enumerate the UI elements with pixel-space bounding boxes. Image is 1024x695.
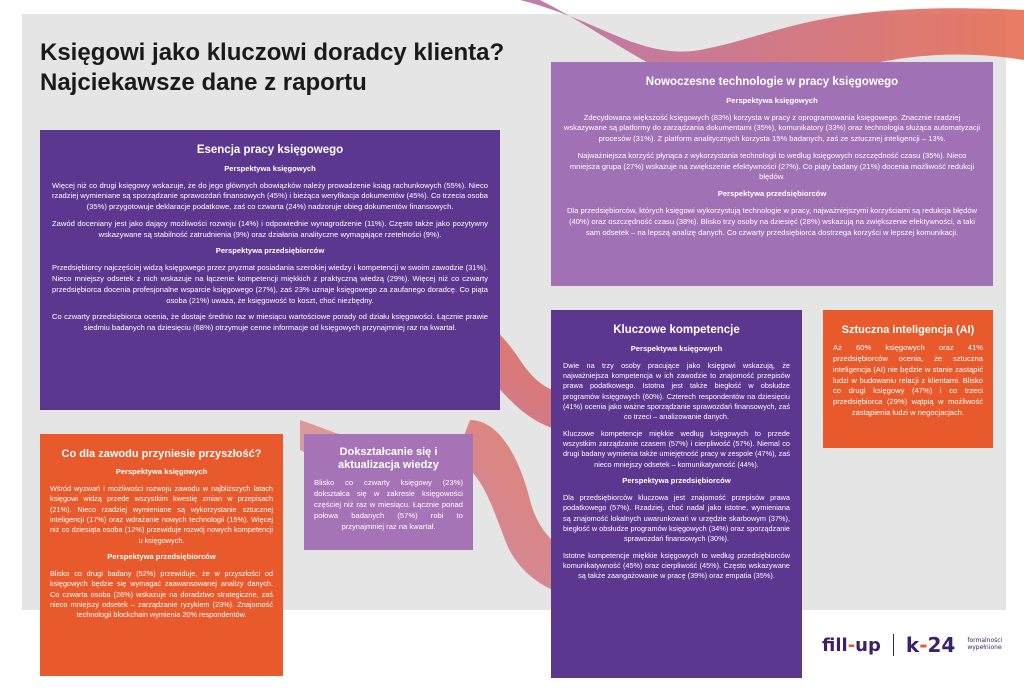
essence-paragraph-4: Co czwarty przedsiębiorca ocenia, że dostaje średnio raz w miesiącu wartościowe porady od działu księgowości. Łącznie prawie siedmiu badanych na dziesięciu (68%) otrzymuje cenne informacje od księgowych przynajmniej raz na kwartał. (52, 312, 488, 333)
fillup-logo-up: up (855, 634, 881, 656)
future-subheading-entrepreneurs: Perspektywa przedsiębiorców (107, 552, 216, 562)
competencies-paragraph-4: Istotne kompetencje miękkie księgowych to według przedsiębiorców komunikatywność (45%) oraz cierpliwość (45%). Często wskazywane są także zaangażowanie w pracę (39%) oraz empatia (35%). (563, 550, 790, 581)
competencies-subheading-entrepreneurs: Perspektywa przedsiębiorców (622, 476, 731, 486)
k24-tagline-line-1: formalności (967, 637, 1003, 645)
competencies-paragraph-3: Dla przedsiębiorców kluczowa jest znajomość przepisów prawa podatkowego (57%). Rzadziej, choć nadal jako istotne, wymieniana są znajomość lokalnych uwarunkowań w urzędzie skarbowym (37%), biegłość w obsłudze programów księgowych (34%) oraz sporządzanie sprawozdań finansowych (30%). (563, 492, 790, 544)
competencies-heading: Kluczowe kompetencje (613, 324, 740, 336)
technology-paragraph-1: Zdecydowana większość księgowych (83%) korzysta w pracy z oprogramowania księgowego. Znacznie rzadziej wskazywane są platformy do zarządzania dokumentami (35%), komunikatory (33%) oraz technologia służąca automatyzacji procesów (31%). Z platform analitycznych korzysta 15% badanych, zaś ze sztucznej inteligencji – 13%. (563, 112, 981, 144)
training-panel (304, 434, 473, 550)
competencies-subheading-accountants: Perspektywa księgowych (630, 343, 723, 353)
future-paragraph-2: Blisko co drugi badany (52%) przewiduje, że w przyszłości od księgowych będzie się wymagać zaawansowanej analizy danych. Co czwarta osoba (26%) wskazuje na doradztwo strategiczne, zaś nieco mniejszy odsetek – zarządzanie ryzykiem (23%). Znajomość technologii blockchain wymienia 20% respondentów. (50, 568, 273, 620)
essence-paragraph-1: Więcej niż co drugi księgowy wskazuje, że do jego głównych obowiązków należy prowadzenie ksiąg rachunkowych (55%). Nieco rzadziej wymieniane są sporządzanie sprawozdań finansowych (45%) i bieżąca weryfikacja dokumentów (45%). Co trzecia osoba (35%) przygotowuje deklaracje podatkowe, zaś co czwarta (24%) nadzoruje obieg dokumentów finansowych. (52, 180, 488, 212)
footer-logos (822, 630, 1012, 660)
essence-panel (40, 130, 500, 410)
technology-paragraph-3: Dla przedsiębiorców, których księgowi wykorzystują technologie w pracy, najważniejszymi korzyściami są redukcja błędów (40%) oraz oszczędność czasu (38%). Blisko trzy osoby na dziesięć (28%) wskazują na zwiększenie efektywności, a taki sam odsetek – na lepszą analizę danych. Co czwarty przedsiębiorca dostrzega korzyści w lepszej komunikacji. (566, 206, 978, 237)
page-title: Księgowi jako kluczowi doradcy klienta? Najciekawsze dane z raportu (40, 39, 505, 96)
competencies-paragraph-1: Dwie na trzy osoby pracujące jako księgowi wskazują, że najważniejsza kompetencja w ich zawodzie to znajomość przepisów prawa podatkowego. Istotna jest także biegłość w obsłudze programów księgowych (60%). Czterech respondentów na dziesięciu (41%) ocenia jako ważne sporządzanie sprawozdań finansowych, zaś co trzeci – analizowanie danych. (563, 360, 790, 422)
technology-paragraph-2: Najważniejsza korzyść płynąca z wykorzystania technologii to według księgowych oszczędność czasu (35%). Nieco mniejsza grupa (27%) wskazuje na zwiększenie efektywności (27%). Co piąty badany (21%) docenia możliwość redukcji błędów. (569, 150, 975, 182)
essence-subheading-accountants: Perspektywa księgowych (224, 163, 316, 173)
ai-heading: Sztuczna inteligencja (AI) (841, 324, 975, 336)
technology-heading: Nowoczesne technologie w pracy księgowego (645, 76, 899, 88)
future-heading: Co dla zawodu przyniesie przyszłość? (61, 448, 262, 460)
k24-logo-k: k (905, 633, 920, 657)
ai-panel (823, 310, 993, 448)
logo-separator (893, 634, 894, 656)
future-panel (40, 434, 283, 676)
technology-subheading-entrepreneurs: Perspektywa przedsiębiorców (717, 189, 827, 199)
essence-paragraph-2: Zawód doceniany jest jako dający możliwości rozwoju (14%) i odpowiednie wynagrodzenie (11%). Często także jako pozytywny wskazywane są stabilność zatrudnienia (9%) oraz działania analityczne wymagające rzetelności (9%). (52, 218, 488, 239)
competencies-panel (551, 310, 802, 678)
technology-panel (551, 62, 993, 286)
training-heading: Dokształcanie się i aktualizacja wiedzy (338, 446, 439, 472)
training-paragraph: Blisko co czwarty księgowy (23%) dokształca się w zakresie księgowości częściej niż raz w miesiącu. Łącznie ponad połowa badanych (57%) robi to przynajmniej raz na kwartał. (314, 478, 463, 531)
competencies-paragraph-2: Kluczowe kompetencje miękkie według księgowych to przede wszystkim zarządzanie czasem (57%) i cierpliwość (57%). Niemal co drugi badany wymienia także umiejętność pracy w zespole (47%), zaś nieco mniejszy odsetek – komunikatywność (44%). (563, 428, 790, 469)
essence-subheading-entrepreneurs: Perspektywa przedsiębiorców (215, 246, 325, 256)
essence-heading: Esencja pracy księgowego (196, 144, 344, 156)
future-paragraph-1: Wśród wyzwań i możliwości rozwoju zawodu w najbliższych latach księgowi widzą przede wszystkim kwestię zmian w przepisach (21%). Nieco rzadziej wymieniane są wykorzystanie sztucznej inteligencji (17%) oraz wdrażanie nowych technologii (15%). Więcej niż co dziesiąta osoba (12%) przewiduje rozwój nowych kompetencji u księgowych. (50, 483, 273, 545)
technology-subheading-accountants: Perspektywa księgowych (726, 95, 818, 105)
k24-logo-dash: - (919, 633, 928, 657)
future-subheading-accountants: Perspektywa księgowych (115, 467, 208, 477)
fillup-logo (822, 635, 881, 656)
fillup-logo-dash: - (847, 634, 856, 656)
k24-logo (906, 633, 955, 657)
fillup-logo-fill: fill (822, 634, 848, 656)
essence-paragraph-3: Przedsiębiorcy najczęściej widzą księgowego przez pryzmat posiadania szerokiej wiedzy i kompetencji w swoim zawodzie (31%). Nieco mniejszy odsetek z nich wskazuje na łączenie kompetencji miękkich z praktyczną wiedzą (29%). Więcej niż co czwarty przedsiębiorca docenia profesjonalne wsparcie księgowego (27%), zaś 23% uznaje księgowego za zaufanego doradcę. Co piąta osoba (21%) uważa, że księgowość to koszt, choć niezbędny. (52, 263, 488, 305)
k24-logo-number: 24 (927, 633, 956, 657)
k24-tagline-line-2: wypełnione (967, 644, 1002, 651)
ai-paragraph: Aż 60% księgowych oraz 41% przedsiębiorców ocenia, że sztuczna inteligencja (AI) nie będzie w stanie zastąpić ludzi w budowaniu relacji z klientami. Blisko co drugi księgowy (47%) i co trzeci przedsiębiorca (29%) wątpią w możliwość zastąpienia ludzi w negocjacjach. (833, 343, 983, 417)
k24-tagline (967, 638, 1002, 651)
